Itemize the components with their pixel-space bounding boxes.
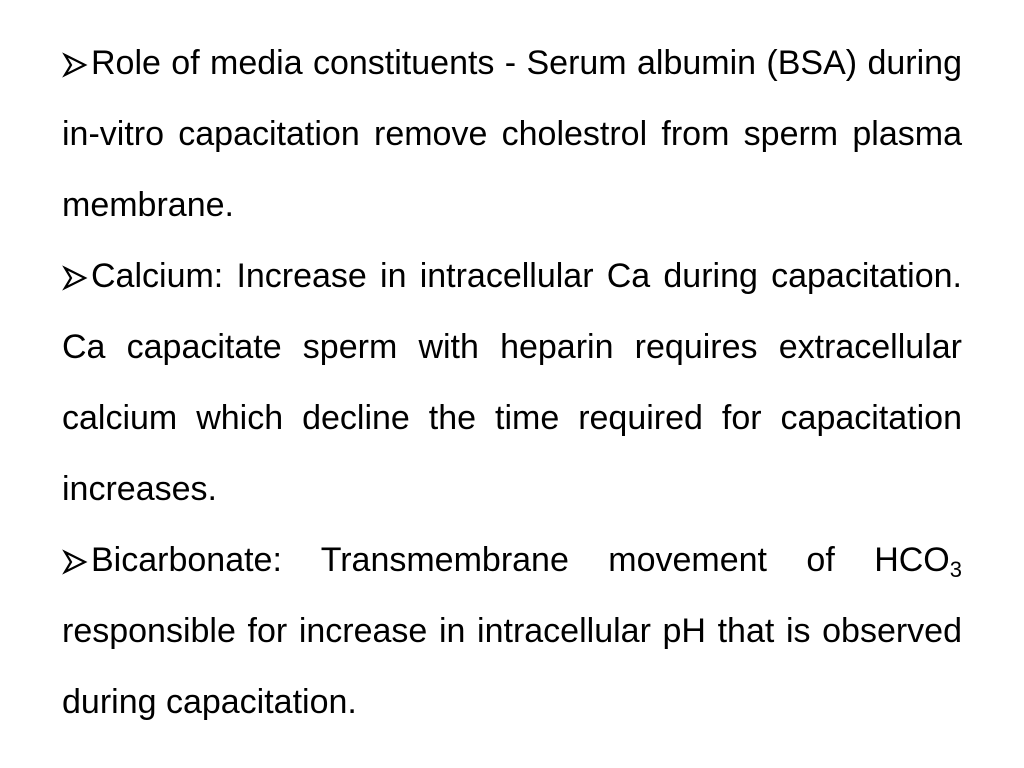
bullet-text-part: responsible for increase in intracellular pH that is observed during capacitation. (62, 612, 962, 721)
bullet-calcium (62, 241, 962, 525)
bullet-role-of-media (62, 28, 962, 241)
subscript-3: 3 (949, 557, 962, 582)
bullet-text-part: Bicarbonate: Transmembrane movement of HCO (91, 541, 950, 579)
arrowhead-bullet-icon (62, 265, 88, 291)
slide-body (62, 28, 962, 738)
bullet-text: Calcium: Increase in intracellular Ca during capacitation. Ca capacitate sperm with heparin requires extracellular calcium which decline the time required for capacitation increases. (62, 257, 962, 508)
bullet-text: Role of media constituents - Serum albumin (BSA) during in-vitro capacitation remove cholestrol from sperm plasma membrane. (62, 44, 962, 224)
arrowhead-bullet-icon (62, 549, 88, 575)
bullet-bicarbonate (62, 525, 962, 738)
arrowhead-bullet-icon (62, 52, 88, 78)
